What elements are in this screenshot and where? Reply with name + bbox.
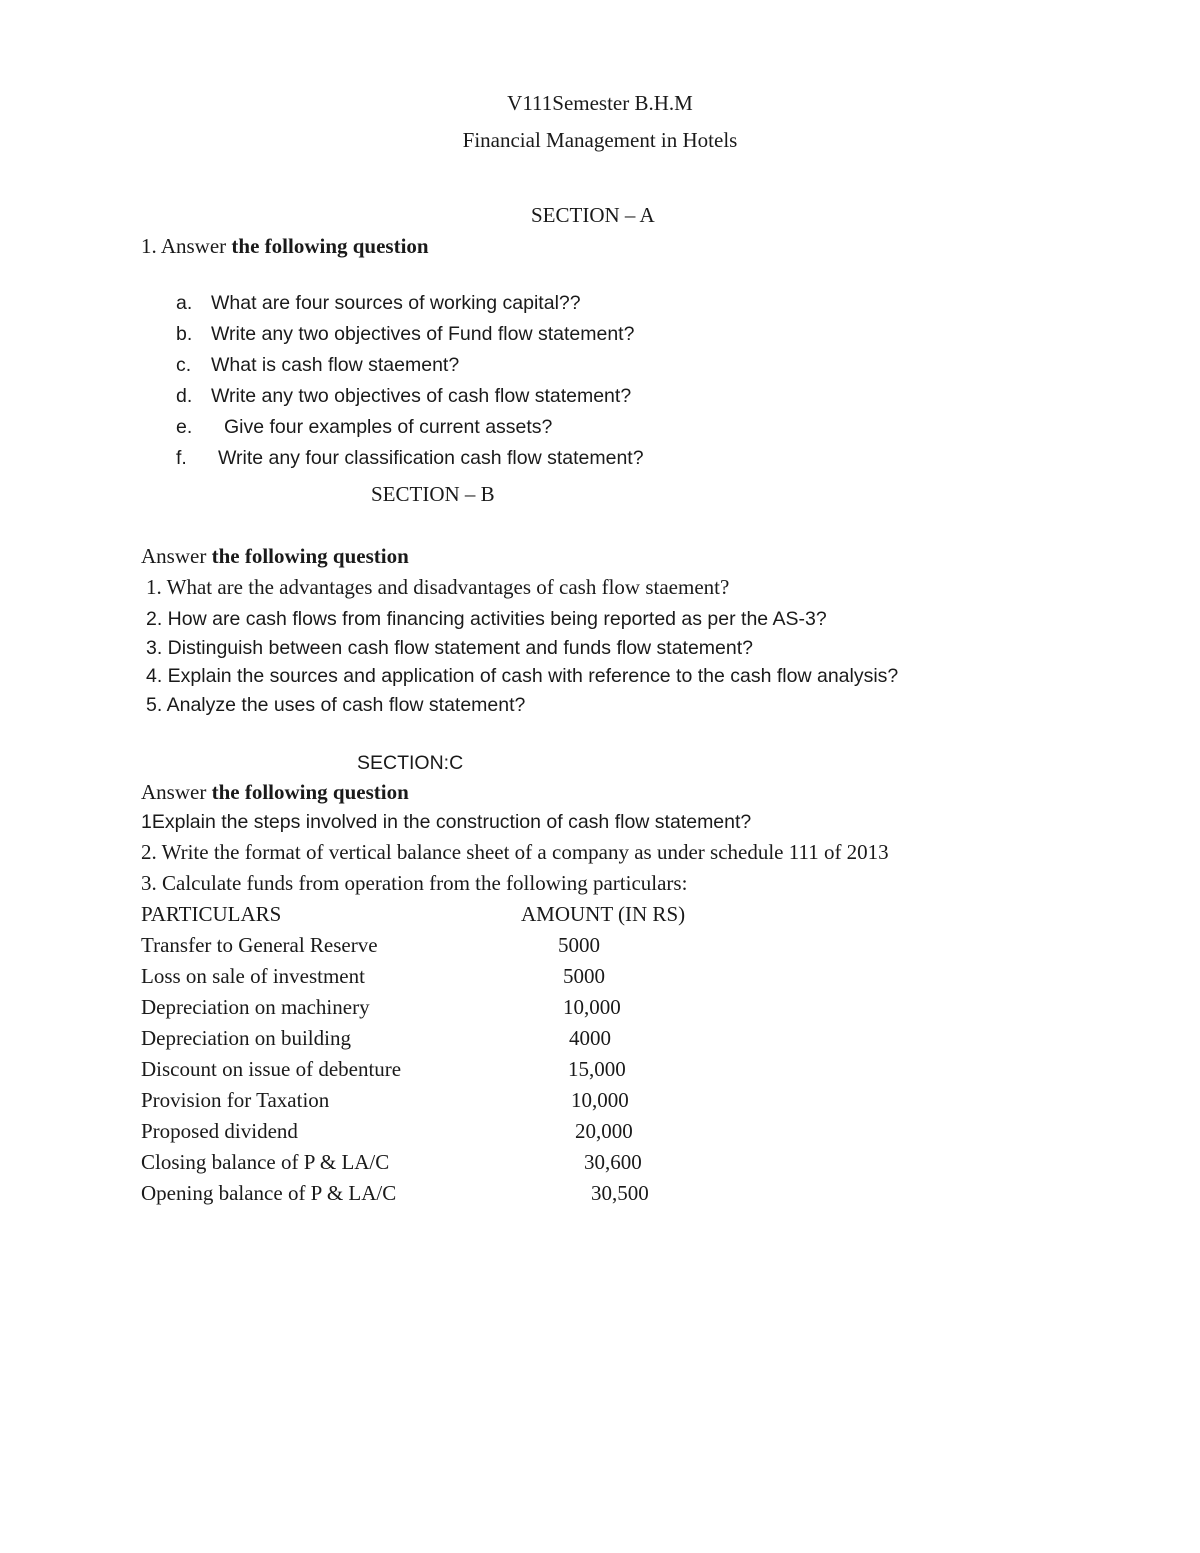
table-row-amount: 15,000 <box>568 1057 626 1081</box>
table-row-amount: 20,000 <box>575 1119 633 1143</box>
doc-title-course: Financial Management in Hotels <box>462 128 738 152</box>
table-row-amount: 5000 <box>563 964 605 988</box>
table-row-item: Proposed dividend <box>141 1119 298 1143</box>
table-row-item: Provision for Taxation <box>141 1088 330 1112</box>
table-row-item: Transfer to General Reserve <box>141 933 378 957</box>
table-row-item: Depreciation on machinery <box>141 995 370 1019</box>
doc-subtitle-semester: V111Semester B.H.M <box>507 91 693 115</box>
section-b-question: 4. Explain the sources and application of cash with reference to the cash flow analysis? <box>146 665 899 687</box>
section-a-question: d. Write any two objectives of cash flow statement? <box>176 385 632 407</box>
section-a-question: c. What is cash flow staement? <box>176 354 460 376</box>
section-a-question: b. Write any two objectives of Fund flow statement? <box>176 323 635 345</box>
table-row-item: Closing balance of P & LA/C <box>141 1150 390 1174</box>
section-a-question: f. Write any four classification cash flow statement? <box>176 447 644 469</box>
table-row-amount: 10,000 <box>571 1088 629 1112</box>
section-b-instruction: Answer the following question <box>141 544 409 568</box>
table-row-item: Opening balance of P & LA/C <box>141 1181 397 1205</box>
table-row-amount: 10,000 <box>563 995 621 1019</box>
section-c-heading: SECTION:C <box>357 752 464 774</box>
table-row-item: Depreciation on building <box>141 1026 351 1050</box>
section-a-instruction: 1. Answer the following question <box>141 234 429 258</box>
table-row-amount: 30,600 <box>584 1150 642 1174</box>
section-b-question: 3. Distinguish between cash flow statement and funds flow statement? <box>146 637 754 659</box>
table-row-amount: 5000 <box>558 933 600 957</box>
section-b-question: 5. Analyze the uses of cash flow statement? <box>146 694 526 716</box>
table-header-amount: AMOUNT (IN RS) <box>521 902 686 926</box>
section-b-heading: SECTION – B <box>371 482 495 506</box>
table-row-item: Discount on issue of debenture <box>141 1057 402 1081</box>
section-a-question: e. Give four examples of current assets? <box>176 416 553 438</box>
section-a-heading: SECTION – A <box>531 203 655 227</box>
section-c-question: 1Explain the steps involved in the construction of cash flow statement? <box>141 811 752 833</box>
section-a-question: a. What are four sources of working capital?? <box>176 292 581 314</box>
table-row-item: Loss on sale of investment <box>141 964 365 988</box>
section-b-question: 2. How are cash flows from financing activities being reported as per the AS-3? <box>146 608 827 630</box>
section-c-question: 2. Write the format of vertical balance sheet of a company as under schedule 111 of 2013 <box>141 840 889 864</box>
table-header-particulars: PARTICULARS <box>141 902 282 926</box>
section-c-question: 3. Calculate funds from operation from the following particulars: <box>141 871 688 895</box>
section-b-question: 1. What are the advantages and disadvantages of cash flow staement? <box>146 575 730 599</box>
table-row-amount: 30,500 <box>591 1181 649 1205</box>
table-row-amount: 4000 <box>569 1026 611 1050</box>
section-c-instruction: Answer the following question <box>141 780 409 804</box>
